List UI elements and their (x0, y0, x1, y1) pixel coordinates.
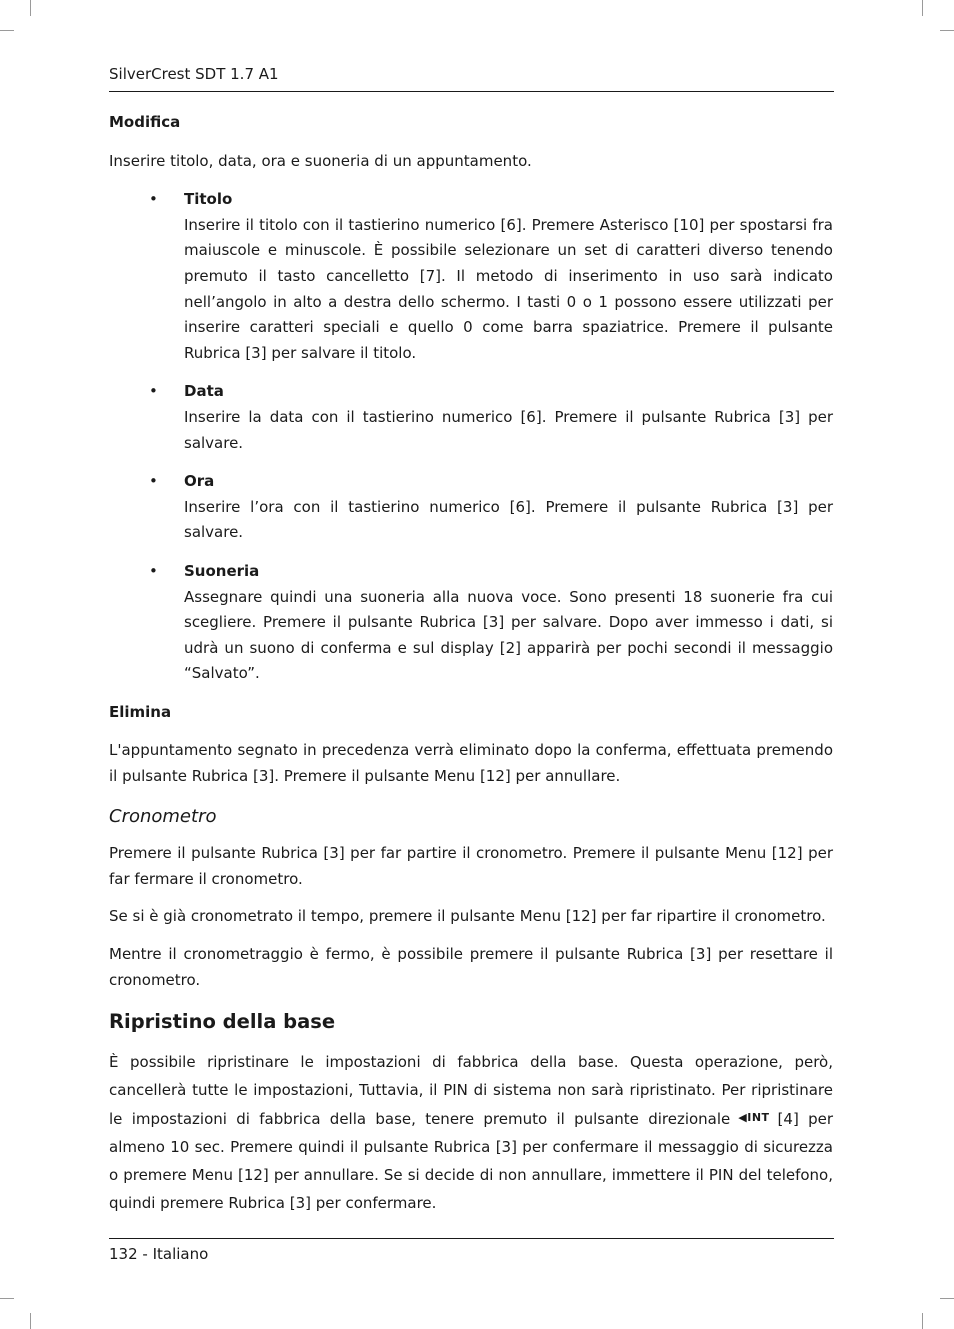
crop-mark (922, 1313, 923, 1329)
ripristino-text-before: È possibile ripristinare le impostazioni di fabbrica della base. Questa operazione, però, cancellerà tutte le impostazioni, Tuttavia, il PIN di sistema non sarà ripristinato. Per ripristinare le impostazioni di fabbrica della base, tenere premuto il pulsante direzionale (109, 1052, 833, 1129)
bullet-icon: • (149, 382, 158, 401)
bullet-icon: • (149, 561, 158, 580)
ripristino-text-after: [4] per almeno 10 sec. Premere quindi il pulsante Rubrica [3] per confermare il messaggio di sicurezza o premere Menu [12] per annullare. Se si decide di non annullare, immettere il PIN del telefono, quindi premere Rubrica [3] per confermare. (109, 1110, 834, 1212)
footer-divider (109, 1238, 834, 1239)
page-content (109, 110, 833, 1218)
item-text: Inserire l’ora con il tastierino numerico [6]. Premere il pulsante Rubrica [3] per salvare. (184, 497, 833, 542)
item-title: Suoneria (184, 561, 260, 580)
crop-mark (940, 30, 954, 31)
int-arrow-icon: ◀INT (738, 1111, 770, 1125)
page-footer-number: 132 - Italiano (109, 1245, 209, 1263)
crop-mark (0, 1298, 14, 1299)
cronometro-heading: Cronometro (109, 805, 217, 827)
ripristino-text (109, 1049, 833, 1218)
cronometro-paragraph-1: Premere il pulsante Rubrica [3] per far partire il cronometro. Premere il pulsante Menu [12] per far fermare il cronometro. (109, 844, 833, 888)
item-title: Titolo (184, 190, 233, 209)
crop-mark (940, 1298, 954, 1299)
list-item (109, 469, 833, 546)
bullet-icon: • (149, 472, 158, 491)
cronometro-paragraph-2: Se si è già cronometrato il tempo, premere il pulsante Menu [12] per far ripartire il cronometro. (109, 907, 826, 926)
crop-mark (922, 0, 923, 16)
cronometro-paragraph-3: Mentre il cronometraggio è fermo, è possibile premere il pulsante Rubrica [3] per resettare il cronometro. (109, 945, 833, 989)
elimina-heading: Elimina (109, 702, 172, 721)
modifica-list (109, 187, 833, 687)
list-item (109, 187, 833, 366)
item-text: Assegnare quindi una suoneria alla nuova voce. Sono presenti 18 suonerie fra cui scegliere. Premere il pulsante Rubrica [3] per salvare. Dopo aver immesso i dati, si udrà un suono di conferma e sul display [2] apparirà per pochi secondi il messaggio “Salvato”. (184, 587, 833, 683)
item-title: Data (184, 382, 224, 401)
list-item (109, 379, 833, 456)
item-text: Inserire il titolo con il tastierino numerico [6]. Premere Asterisco [10] per spostarsi fra maiuscole e minuscole. È possibile selezionare un set di caratteri diverso tenendo premuto il tasto cancelletto [7]. Il metodo di inserimento in uso sarà indicato nell’angolo in alto a destra dello schermo. I tasti 0 o 1 possono essere utilizzati per inserire caratteri speciali e quello 0 come barra spaziatrice. Premere il pulsante Rubrica [3] per salvare il titolo. (184, 215, 833, 362)
page-header-title: SilverCrest SDT 1.7 A1 (109, 65, 279, 83)
item-title: Ora (184, 472, 215, 491)
ripristino-heading: Ripristino della base (109, 1010, 336, 1034)
list-item (109, 559, 833, 687)
modifica-intro: Inserire titolo, data, ora e suoneria di un appuntamento. (109, 151, 532, 170)
modifica-heading: Modifica (109, 113, 181, 131)
crop-mark (30, 1313, 31, 1329)
elimina-text: L'appuntamento segnato in precedenza verrà eliminato dopo la conferma, effettuata premendo il pulsante Rubrica [3]. Premere il pulsante Menu [12] per annullare. (109, 741, 833, 786)
crop-mark (30, 0, 31, 16)
crop-mark (0, 30, 14, 31)
item-text: Inserire la data con il tastierino numerico [6]. Premere il pulsante Rubrica [3] per salvare. (184, 407, 833, 452)
bullet-icon: • (149, 190, 158, 209)
header-divider (109, 91, 834, 92)
